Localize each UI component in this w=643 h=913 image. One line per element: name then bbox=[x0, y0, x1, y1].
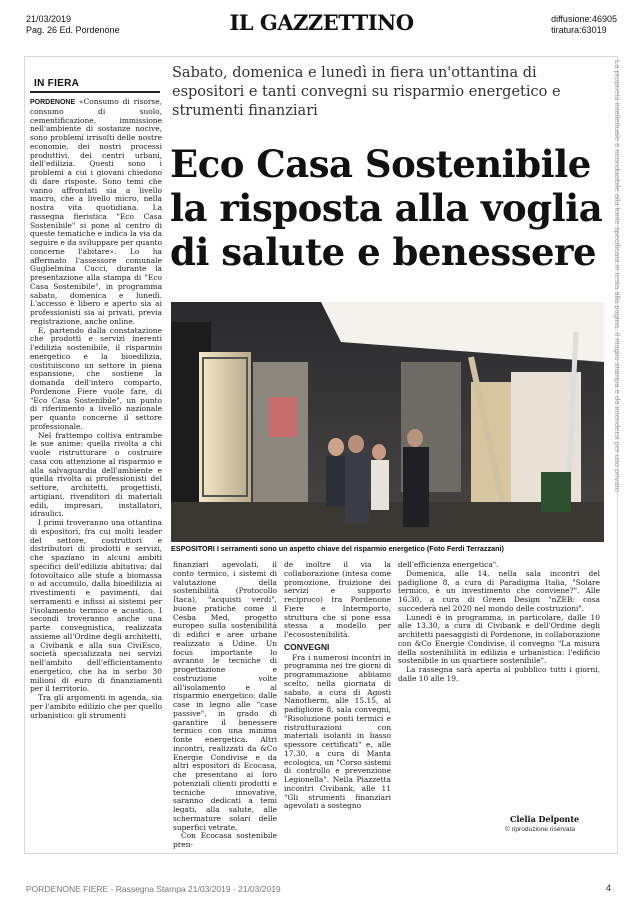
column-2-paragraph-1: finanziari agevolati, il conto termico, i sistemi di valutazione della sostenibilità (Protocollo Itaca), "acquisti verdi", buone pratiche come il Cesba Med, progetto europeo sulla sostenibilità di edifici e aree urbane realizzato a Udine. Un focus importante lo avranno le tecniche di progettazione e costruzione volte all'isolamento e al risparmio energetico: dalle case in legno alle "case passive", in grado di garantire il benessere termico con una minima fonte energetica. Altri incontri, realizzati da &Co Energie Condivise e da altri espositori di Ecocasa, che presentano ai loro potenziali clienti prodotti e tecniche innovative, saranno dedicati a temi legati, alla salute, alle schermature solari delle superfici vetrate. bbox=[173, 560, 277, 832]
article-column-2 bbox=[173, 561, 277, 850]
clipping-header-right bbox=[551, 14, 617, 36]
section-rule bbox=[30, 91, 160, 93]
column-4-paragraph-3: Lunedì è in programma, in particolare, dalle 10 alle 13.30, a cura di Civibank e dell'Ordine degli architetti paesaggisti di Pordenone, in collaborazione con &Co Energie Condivise, il convegno "La misura della sostenibilità in edilizia e urbanistica: l'edificio sostenibile in un quartiere sostenibile". bbox=[398, 612, 600, 666]
page-number: 4 bbox=[606, 883, 612, 893]
column-4-paragraph-4: La rassegna sarà aperta al pubblico tutti i giorni, dalle 10 alle 19. bbox=[398, 665, 600, 683]
article-kicker: Sabato, domenica e lunedì in fiera un'ottantina di espositori e tanti convegni su risparmio energetico e strumenti finanziari bbox=[172, 65, 561, 119]
dateline: PORDENONE bbox=[30, 99, 76, 106]
column-1-paragraph-2: E, partendo dalla constatazione che prodotti e servizi inerenti l'edilizia sostenibile, il risparmio energetico e la bioedilizia, costituiscono un settore in piena espansione, che sostiene la domanda dell'intero comparto, Pordenone Fiere vuole fare, di "Eco Casa Sostenibile", un punto di riferimento a livello nazionale per quanto concerne il settore professionale. bbox=[30, 325, 162, 431]
column-4-paragraph-1: dell'efficienza energetica". bbox=[398, 560, 499, 569]
press-review-footer: PORDENONE FIERE - Rassegna Stampa 21/03/2019 - 21/03/2019 bbox=[26, 884, 281, 894]
headline-line-1: Eco Casa Sostenibile bbox=[170, 142, 591, 186]
article-column-1 bbox=[30, 98, 162, 720]
caption-text: I serramenti sono un aspetto chiave del risparmio energetico (Foto Ferdi Terrazzani) bbox=[216, 544, 504, 553]
photo-caption bbox=[171, 544, 604, 553]
article-column-4 bbox=[398, 561, 600, 684]
column-3-paragraph-1: de inoltre il via la collaborazione (intesa come promozione, fruizione dei servizi e supporto reciproco) tra Pordenone Fiere e Intermporto, struttura che si pone essa stessa a modello per l'ecosostenibilità. bbox=[284, 560, 391, 639]
copyright-side-text: La proprietà intellettuale è riconducibile alla fonte specificata in testa alla pagina. Il ritaglio stampa è da intendersi per uso privato bbox=[613, 60, 622, 492]
clipping-page-ref: Pag. 26 Ed. Pordenone bbox=[26, 25, 120, 35]
article-headline bbox=[170, 142, 610, 274]
newspaper-masthead: IL GAZZETTINO bbox=[229, 10, 414, 35]
reproduction-notice: © riproduzione riservata bbox=[505, 826, 576, 833]
headline-line-2: la risposta alla voglia bbox=[170, 186, 603, 230]
headline-line-3: di salute e benessere bbox=[170, 230, 597, 274]
exhibition-photo bbox=[171, 302, 604, 542]
column-4-paragraph-2: Domenica, alle 14, nella sala incontri del padiglione 8, a cura di Paradigma Italia, "Solare termico, è un investimento che conviene?". Alle 16.30, a cura di Green Design "nZEB: cosa succederà nel 2020 nel mondo delle costruzioni". bbox=[398, 568, 600, 613]
copyright-side-note bbox=[608, 60, 636, 560]
diffusione-stat: diffusione:46905 bbox=[551, 14, 617, 24]
column-1-paragraph-1: «Consumo di risorse, consumo di suolo, cementificazione, immissione nell'ambiente di sostanze nocive, sono problemi irrisolti delle nostre economie, dei nostri processi produttivi, dei centri urbani, dell'edilizia. Questi sono i problemi a cui i giovani chiedono di dare risposte. Sono temi che vanno affrontati sia a livello macro, che a livello micro, nella nostra vita quotidiana. La rassegna fieristica "Eco Casa Sostenibile" si pone al centro di queste tematiche e indica la via da seguire e da sviluppare per quanto concerne l'abitare». Lo ha affermato l'assessore comunale Guglielmina Cucci, durante la presentazione alla stampa di "Eco Casa Sostenibile", in programma sabato, domenica e lunedì. L'accesso è libero e aperto sia ai professionisti sia ai privati, previa registrazione, anche online. bbox=[30, 97, 162, 326]
article-author: Clelia Delponte bbox=[510, 814, 580, 824]
article-column-3 bbox=[284, 561, 391, 811]
column-1-paragraph-4: I primi troveranno una ottantina di espositori, fra cui molti leader del settore, costruttori e distributori di prodotti e servizi, che spaziano in alcuni ambiti specifici dell'edilizia abitativa: dal fotovoltaico alle stufe a biomassa o ad accumulo, dalla bioedilizia ai rivestimenti e pavimenti, dai serramenti e infissi ai sistemi per l'isolamento termico e acustico. I secondi troveranno anche una parte convegnistica, realizzata assieme all'Ordine degli architetti, a Civibank e alla sua CiviEsco, società specializzata nei servizi nell'ambito dell'efficientamento energetico, che ha in serbo 30 milioni di euro di finanziamenti per il territorio. bbox=[30, 518, 162, 694]
column-3-paragraph-2: Fra i numerosi incontri in programma nei tre giorni di programmazione abbiamo scelto, nella giornata di sabato, a cura di Agosti Nanotherm, alle 15.15, al padiglione 8, sala convegni, "Risoluzione ponti termici e ristrutturazioni con materiali isolanti in basso spessore certificati" e, alle 17.30, a cura di Manta ecologica, un "Corso sistemi di controllo e prevenzione Legionella". Nella Piazzetta incontri Civibank, alle 11 "Gli strumenti finanziari agevolati a sostegno bbox=[284, 652, 391, 811]
exhibition-photo-image bbox=[171, 302, 604, 542]
column-1-paragraph-3: Nel frattempo coltiva entrambe le sue anime: quella rivolta a chi vuole ristrutturare o costruire casa con attenzione al risparmio e alla salvaguardia dell'ambiente e quella rivolta ai professionisti del settore, architetti, progettisti, artigiani, rivenditori di materiali edili, impresari, installatori, idraulici. bbox=[30, 430, 162, 519]
column-1-paragraph-5: Tra gli argomenti in agenda, sia per l'ambito edilizio che per quello urbanistico: gli strumenti bbox=[30, 693, 162, 720]
convegni-subheading: CONVEGNI bbox=[284, 641, 330, 652]
clipping-date: 21/03/2019 bbox=[26, 14, 72, 24]
section-label: IN FIERA bbox=[34, 78, 80, 89]
caption-label: ESPOSITORI bbox=[171, 544, 215, 553]
tiratura-stat: tiratura:63019 bbox=[551, 25, 607, 35]
column-2-paragraph-2: Con Ecocasa sostenibile pren- bbox=[173, 831, 277, 849]
